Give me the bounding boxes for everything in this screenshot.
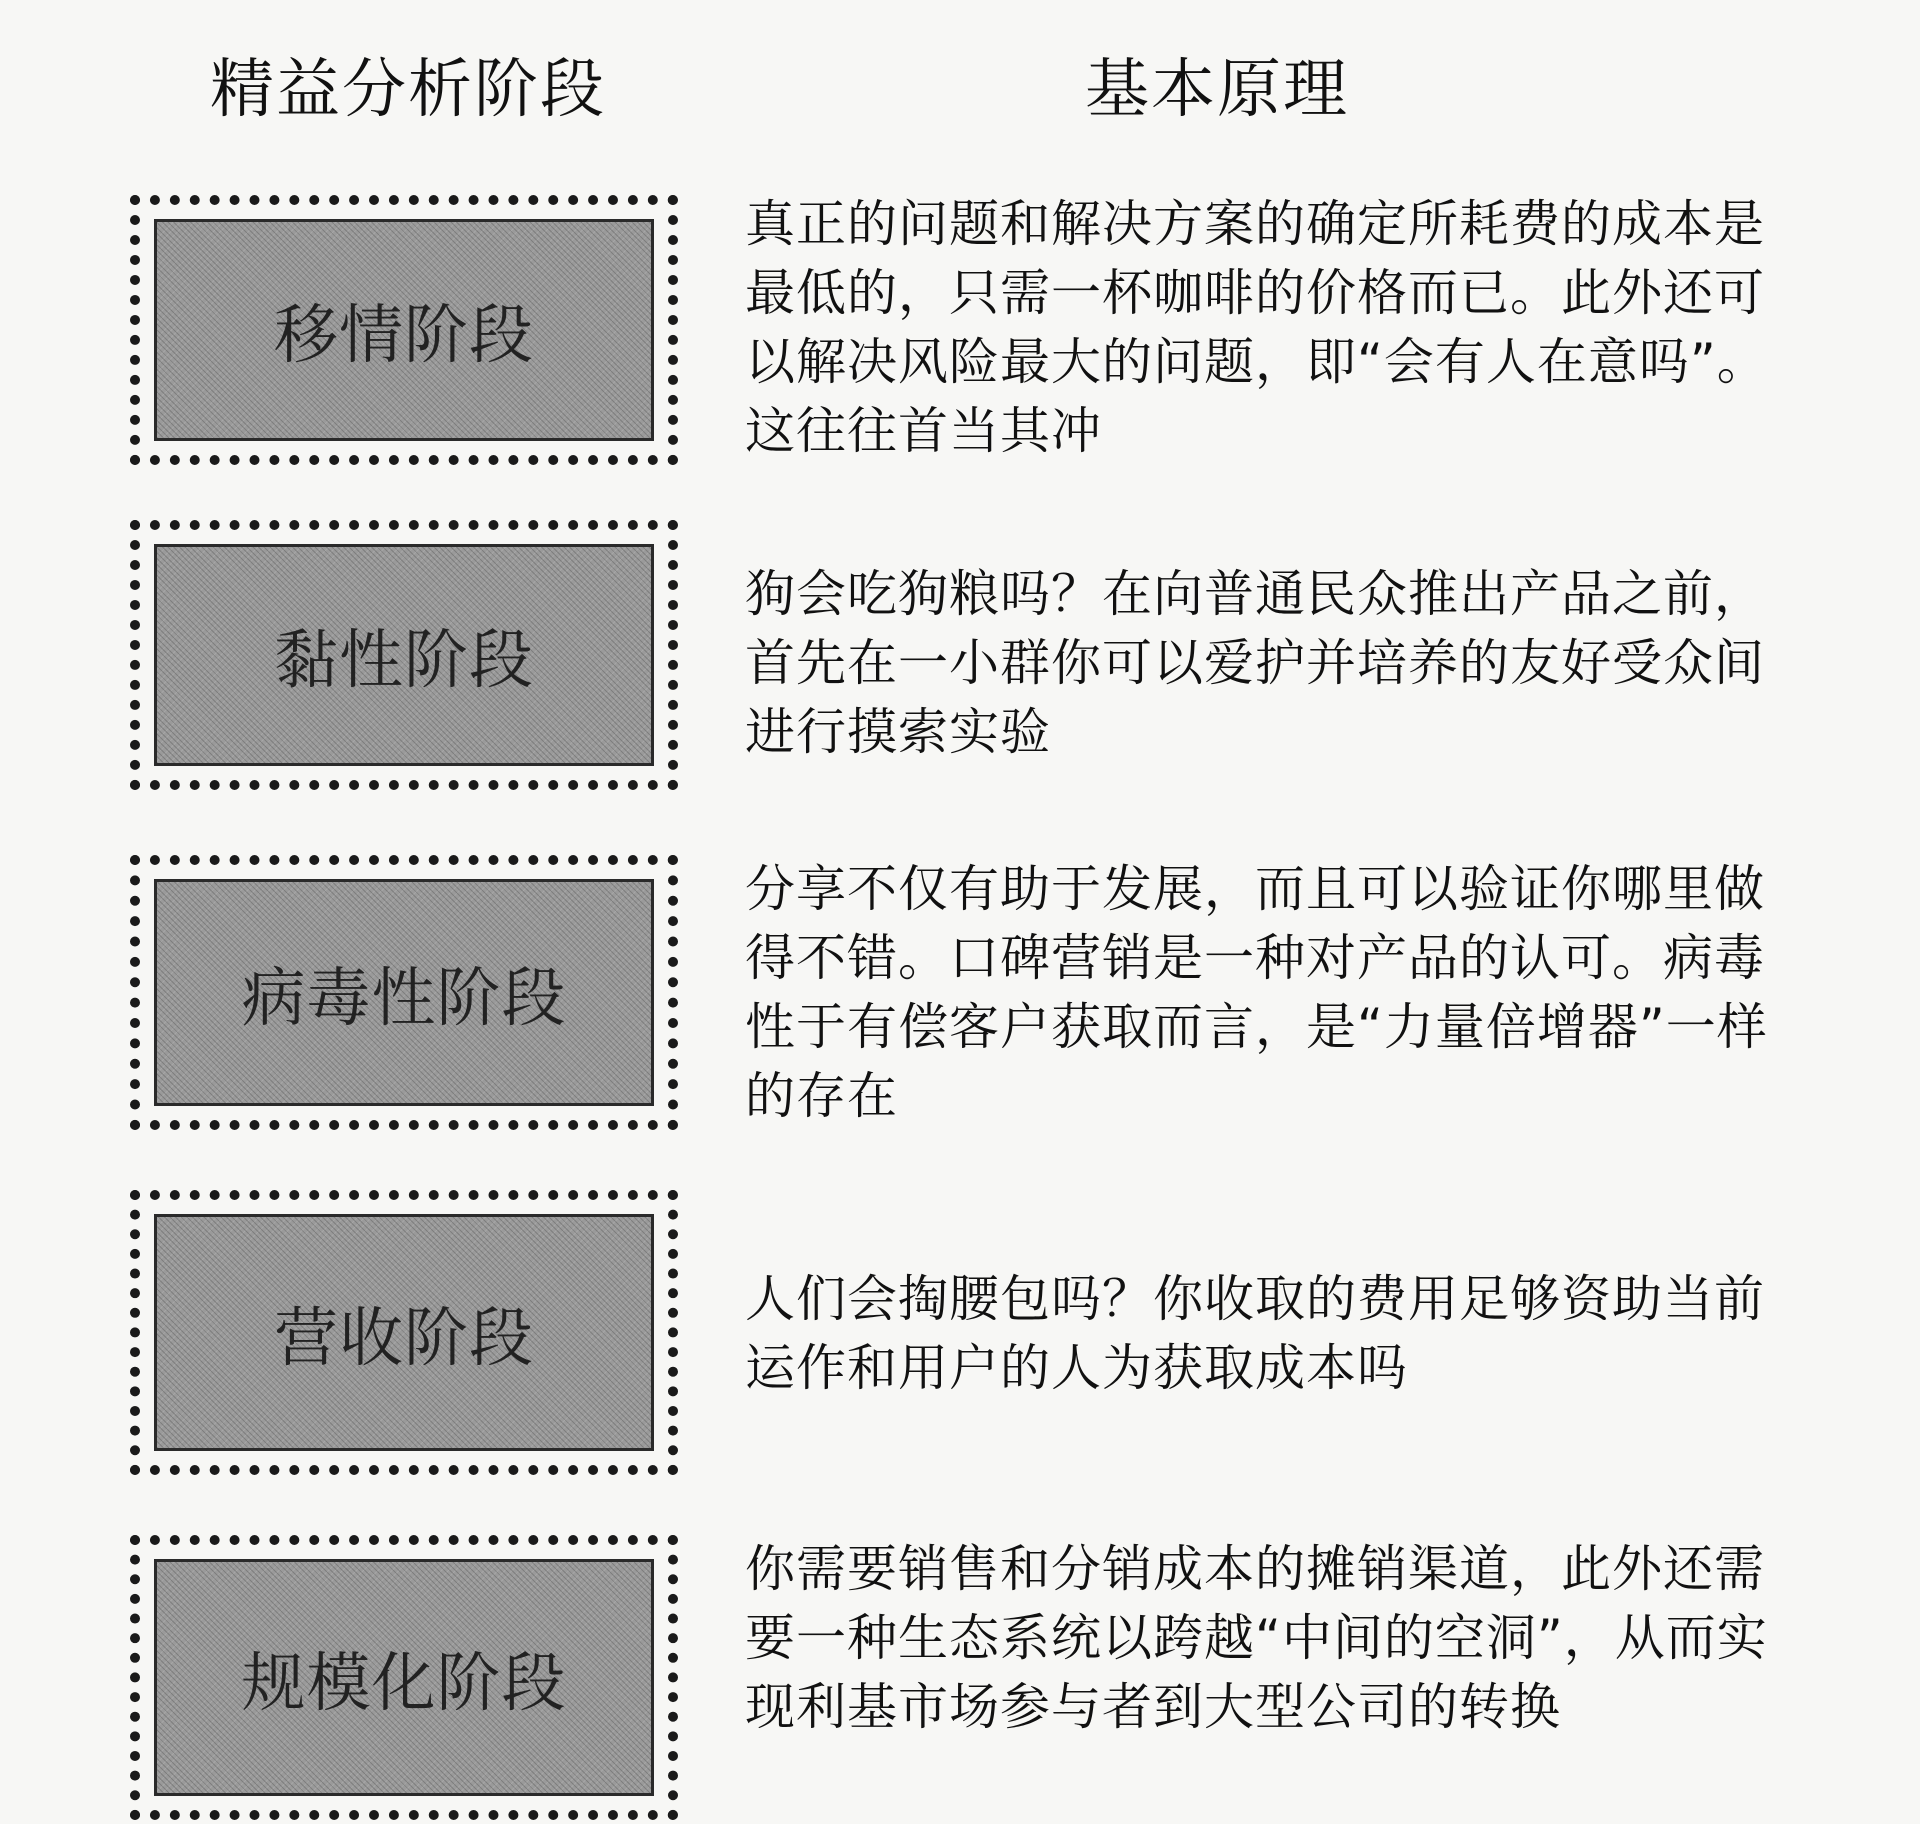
stage-label: 规模化阶段 [241,1646,567,1721]
stage-box-empathy [130,195,678,465]
stage-description: 你需要销售和分销成本的摊销渠道，此外还需要一种生态系统以跨越“中间的空洞”，从而实现利基市场参与者到大型公司的转换 [745,1540,1768,1736]
stage-description: 真正的问题和解决方案的确定所耗费的成本是最低的，只需一杯咖啡的价格而已。此外还可以解决风险最大的问题，即“会有人在意吗”。这往往首当其冲 [745,195,1768,460]
stage-box-stickiness [130,520,678,790]
stage-description: 分享不仅有助于发展，而且可以验证你哪里做得不错。口碑营销是一种对产品的认可。病毒性于有偿客户获取而言，是“力量倍增器”一样的存在 [745,860,1768,1125]
stage-box-fill [154,219,654,441]
stage-box-scale [130,1535,678,1820]
stage-label: 营收阶段 [274,1301,534,1376]
stage-description: 人们会掏腰包吗？你收取的费用足够资助当前运作和用户的人为获取成本吗 [745,1270,1765,1397]
principle-column-header: 基本原理 [1085,53,1349,127]
stage-box-revenue [130,1190,678,1475]
stage-box-fill [154,544,654,766]
stage-label: 病毒性阶段 [241,961,567,1036]
stage-description: 狗会吃狗粮吗？在向普通民众推出产品之前，首先在一小群你可以爱护并培养的友好受众间进行摸索实验 [745,565,1765,761]
stage-column-header: 精益分析阶段 [210,53,606,127]
stage-box-fill [154,1214,654,1451]
stage-box-virality [130,855,678,1130]
stage-label: 移情阶段 [274,299,534,373]
stage-box-fill [154,879,654,1106]
stage-label: 黏性阶段 [274,624,534,698]
stage-box-fill [154,1559,654,1796]
